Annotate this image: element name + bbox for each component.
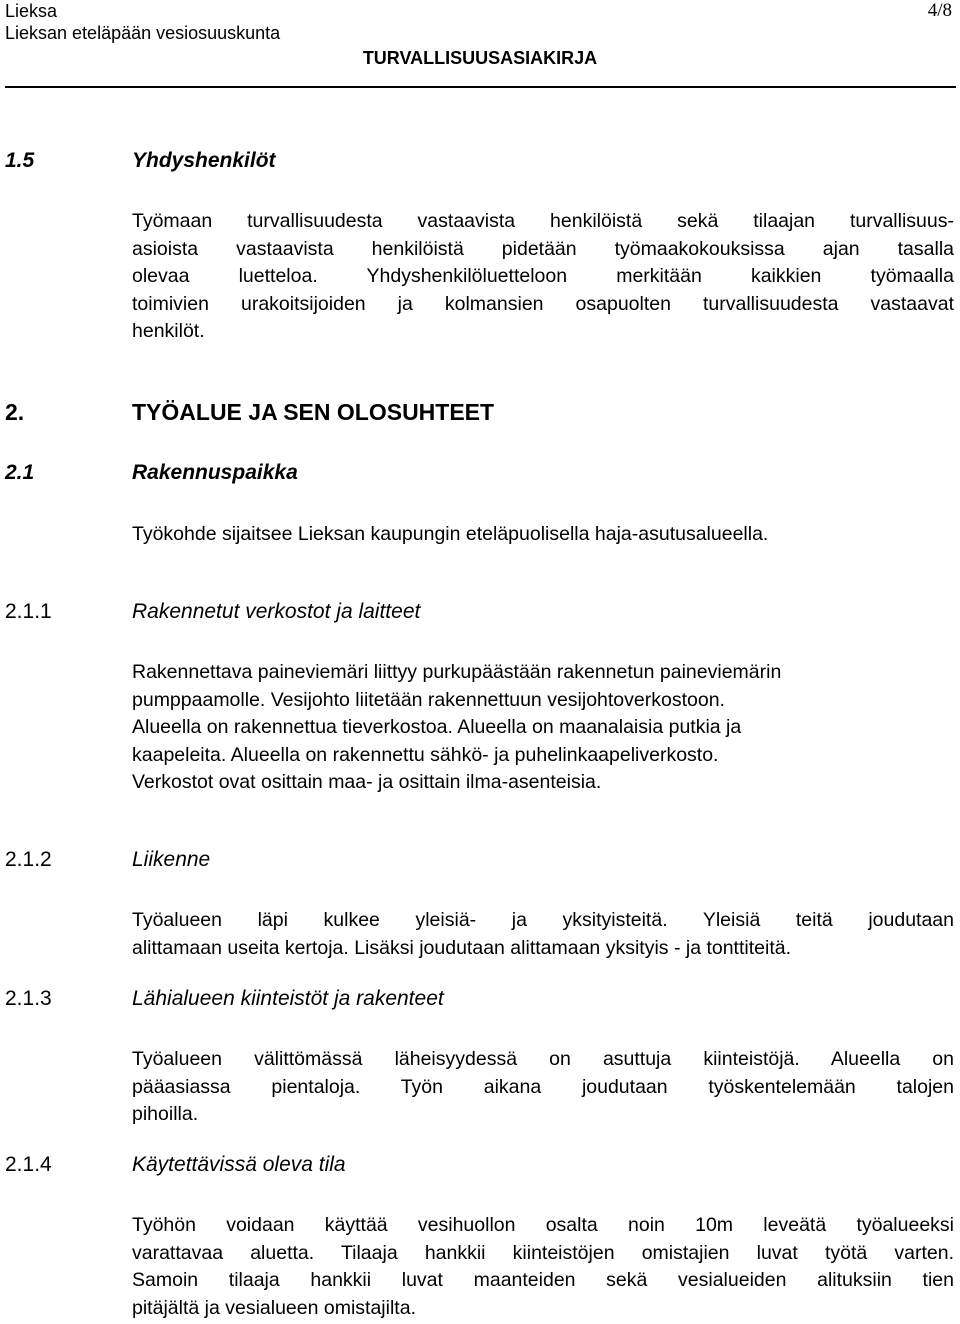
section-number-2-1-4: 2.1.4: [5, 1153, 52, 1176]
paragraph-line: varattavaa aluetta. Tilaaja hankkii kiinteistöjen omistajien luvat työtä varten.: [132, 1241, 954, 1264]
section-number-1-5: 1.5: [5, 149, 35, 172]
section-number-2-1-2: 2.1.2: [5, 848, 52, 871]
header-divider: [5, 86, 956, 88]
paragraph-line: Työkohde sijaitsee Lieksan kaupungin eteläpuolisella haja-asutusalueella.: [132, 523, 769, 545]
paragraph-line: Työmaan turvallisuudesta vastaavista henkilöistä sekä tilaajan turvallisuus-: [132, 210, 954, 232]
section-title-2-1-3: Lähialueen kiinteistöt ja rakenteet: [132, 987, 444, 1010]
paragraph-line: pääasiassa pientaloja. Työn aikana joudutaan työskentelemään talojen: [132, 1075, 954, 1098]
paragraph-line: olevaa luetteloa. Yhdyshenkilöluetteloon merkitään kaikkien työmaalla: [132, 265, 954, 287]
section-title-2-1: Rakennuspaikka: [132, 461, 298, 484]
document-title: TURVALLISUUSASIAKIRJA: [362, 48, 598, 68]
paragraph-line: kaapeleita. Alueella on rakennettu sähkö- ja puhelinkaapeliverkosto.: [132, 743, 719, 766]
paragraph-line: pihoilla.: [132, 1103, 199, 1125]
section-title-2-1-1: Rakennetut verkostot ja laitteet: [132, 600, 421, 623]
paragraph-line: Samoin tilaaja hankkii luvat maanteiden sekä vesialueiden alituksiin tien: [132, 1269, 954, 1291]
section-number-2: 2.: [5, 399, 25, 425]
paragraph-line: toimivien urakoitsijoiden ja kolmansien osapuolten turvallisuudesta vastaavat: [132, 292, 954, 315]
paragraph-2-1: [132, 521, 954, 549]
paragraph-line: pumppaamolle. Vesijohto liitetään rakennettuun vesijohtoverkostoon.: [132, 688, 725, 711]
paragraph-line: Työhön voidaan käyttää vesihuollon osalta noin 10m leveätä työalueeksi: [132, 1214, 954, 1236]
paragraph-line: Verkostot ovat osittain maa- ja osittain ilma-asenteisia.: [132, 771, 602, 793]
section-number-2-1: 2.1: [5, 461, 35, 484]
organization-subtitle: Lieksan eteläpään vesiosuuskunta: [5, 23, 281, 43]
paragraph-line: Rakennettava paineviemäri liittyy purkupäästään rakennetun paineviemärin: [132, 661, 782, 683]
paragraph-line: pitäjältä ja vesialueen omistajilta.: [132, 1296, 416, 1319]
paragraph-2-1-2: [132, 907, 954, 962]
section-title-1-5: Yhdyshenkilöt: [132, 149, 276, 172]
section-title-2-1-2: Liikenne: [132, 848, 211, 871]
paragraph-line: Alueella on rakennettua tieverkostoa. Alueella on maanalaisia putkia ja: [132, 716, 742, 738]
organization-name: Lieksa: [5, 1, 58, 21]
section-number-2-1-1: 2.1.1: [5, 600, 52, 623]
paragraph-2-1-1: [132, 659, 954, 797]
paragraph-line: henkilöt.: [132, 320, 205, 342]
section-title-2-1-4: Käytettävissä oleva tila: [132, 1153, 346, 1176]
paragraph-line: Työalueen läpi kulkee yleisiä- ja yksityisteitä. Yleisiä teitä joudutaan: [132, 909, 954, 931]
paragraph-1-5: [132, 208, 954, 346]
paragraph-2-1-3: [132, 1046, 954, 1129]
section-title-2: TYÖALUE JA SEN OLOSUHTEET: [132, 399, 495, 425]
paragraph-line: asioista vastaavista henkilöistä pidetään työmaakokouksissa ajan tasalla: [132, 237, 954, 260]
paragraph-2-1-4: [132, 1212, 954, 1322]
paragraph-line: Työalueen välittömässä läheisyydessä on asuttuja kiinteistöjä. Alueella on: [132, 1048, 954, 1070]
section-number-2-1-3: 2.1.3: [5, 987, 52, 1010]
paragraph-line: alittamaan useita kertoja. Lisäksi joudutaan alittamaan yksityis - ja tonttiteitä.: [132, 936, 792, 959]
page-number: 4/8: [927, 0, 952, 21]
